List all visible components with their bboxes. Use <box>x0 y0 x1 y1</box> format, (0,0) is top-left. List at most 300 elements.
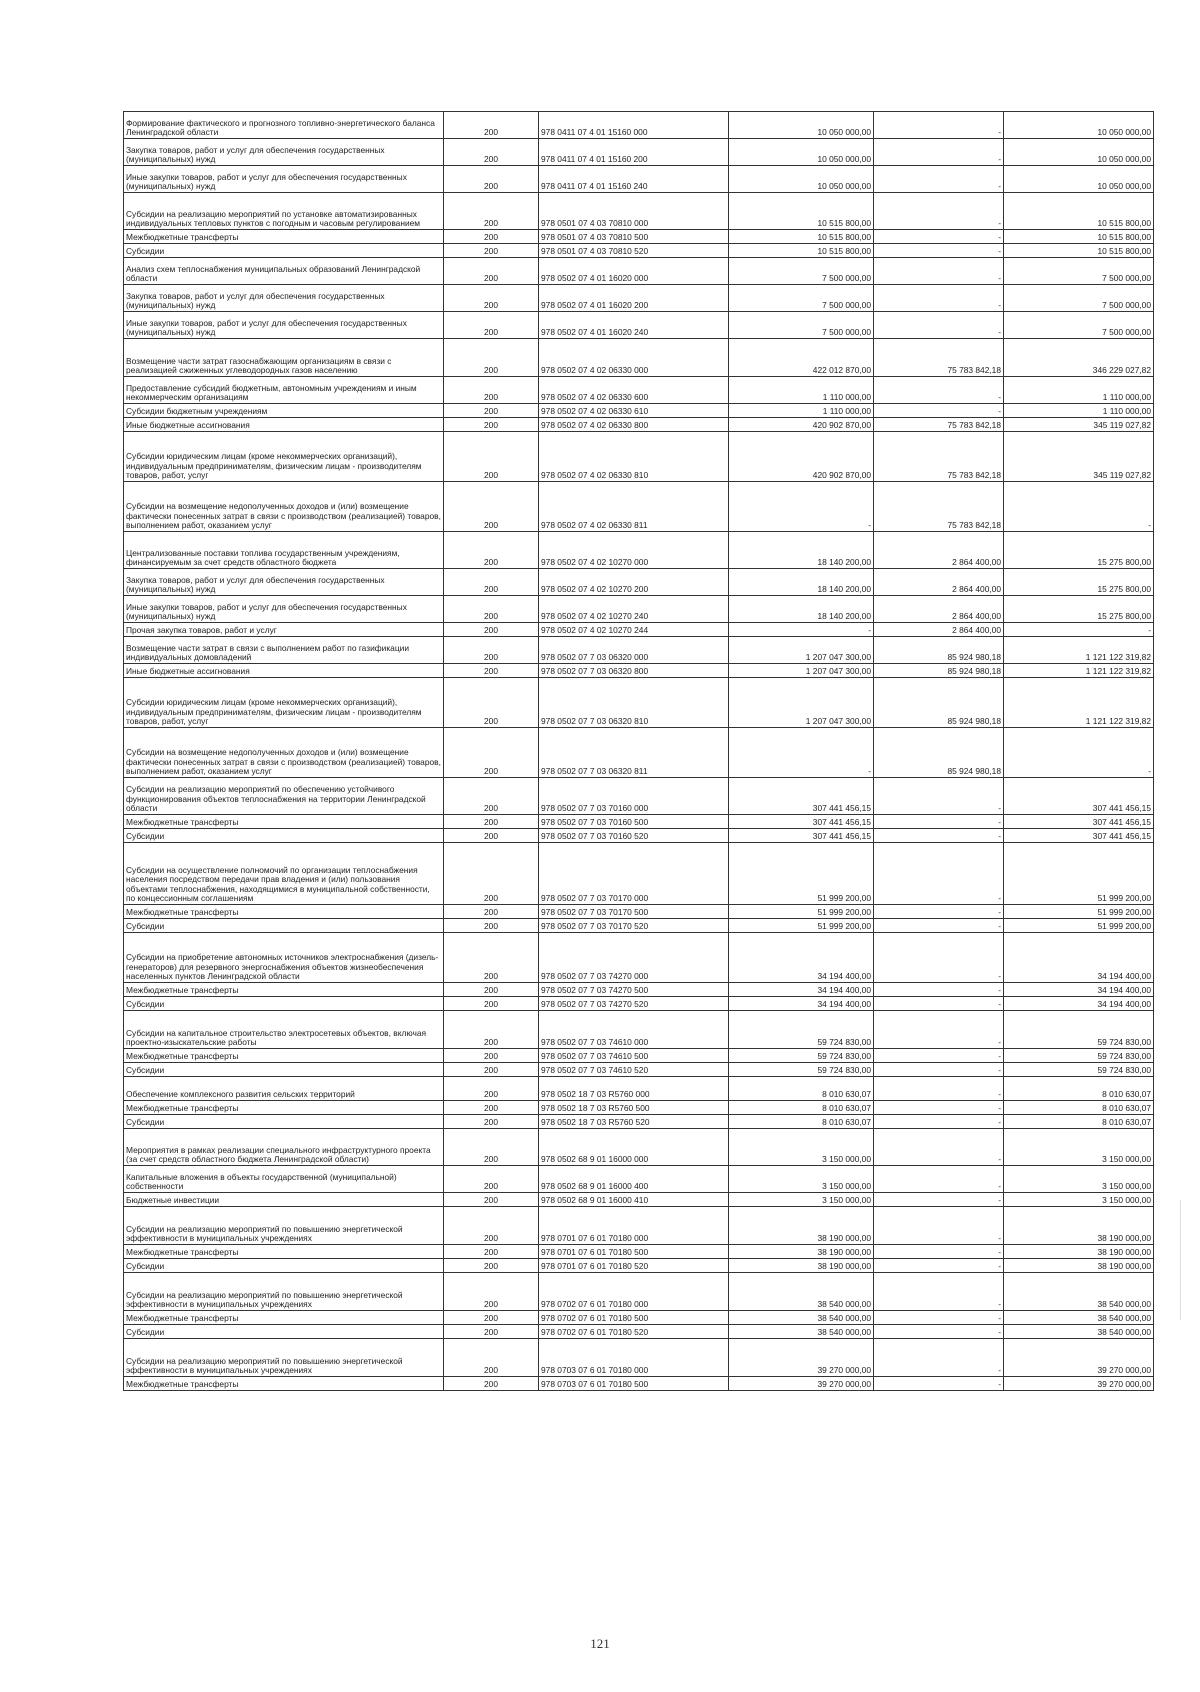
table-row <box>124 193 1154 230</box>
amount-change: - <box>874 829 1004 843</box>
admin-code: 200 <box>444 1311 539 1325</box>
amount-total: 34 194 400,00 <box>1004 933 1154 983</box>
classification-code: 978 0502 07 7 03 70160 000 <box>539 778 729 815</box>
amount-change: - <box>874 1049 1004 1063</box>
classification-code: 978 0703 07 6 01 70180 000 <box>539 1339 729 1377</box>
amount-change: 75 783 842,18 <box>874 432 1004 482</box>
expense-name: Иные закупки товаров, работ и услуг для обеспечения государственных (муниципальных) нужд <box>124 596 444 623</box>
table-row <box>124 230 1154 244</box>
admin-code: 200 <box>444 139 539 166</box>
amount-change: - <box>874 1129 1004 1166</box>
amount-approved: 10 050 000,00 <box>729 112 874 139</box>
expense-name: Бюджетные инвестиции <box>124 1193 444 1207</box>
table-row <box>124 983 1154 997</box>
table-row <box>124 1129 1154 1166</box>
amount-total: 38 190 000,00 <box>1004 1245 1154 1259</box>
classification-code: 978 0502 07 4 02 06330 800 <box>539 418 729 432</box>
admin-code: 200 <box>444 1063 539 1077</box>
classification-code: 978 0502 07 7 03 70160 500 <box>539 815 729 829</box>
classification-code: 978 0502 07 7 03 74610 000 <box>539 1011 729 1049</box>
amount-total: 38 190 000,00 <box>1004 1259 1154 1273</box>
amount-change: 85 924 980,18 <box>874 678 1004 728</box>
amount-change: - <box>874 933 1004 983</box>
table-row <box>124 1311 1154 1325</box>
amount-total: 7 500 000,00 <box>1004 285 1154 312</box>
amount-change: - <box>874 139 1004 166</box>
expense-name: Субсидии на приобретение автономных источников электроснабжения (дизель-генераторов) для резервного энергоснабжения объектов жизнеобеспечения населенных пунктов Ленинградской области <box>124 933 444 983</box>
amount-change: - <box>874 404 1004 418</box>
amount-approved: 420 902 870,00 <box>729 418 874 432</box>
amount-total: 10 515 800,00 <box>1004 193 1154 230</box>
admin-code: 200 <box>444 312 539 339</box>
table-row <box>124 815 1154 829</box>
amount-total: 10 050 000,00 <box>1004 166 1154 193</box>
amount-approved: 1 207 047 300,00 <box>729 637 874 664</box>
expense-name: Межбюджетные трансферты <box>124 1311 444 1325</box>
classification-code: 978 0502 07 4 02 06330 610 <box>539 404 729 418</box>
admin-code: 200 <box>444 404 539 418</box>
expense-name: Межбюджетные трансферты <box>124 230 444 244</box>
amount-approved: 10 515 800,00 <box>729 244 874 258</box>
classification-code: 978 0411 07 4 01 15160 240 <box>539 166 729 193</box>
expense-name: Субсидии на возмещение недополученных доходов и (или) возмещение фактически понесенных затрат в связи с производством (реализацией) товаров, выполнением работ, оказанием услуг <box>124 728 444 778</box>
classification-code: 978 0502 07 7 03 70170 500 <box>539 905 729 919</box>
expense-name: Межбюджетные трансферты <box>124 1377 444 1391</box>
amount-change: - <box>874 997 1004 1011</box>
amount-change: 2 864 400,00 <box>874 569 1004 596</box>
table-row <box>124 664 1154 678</box>
amount-change: - <box>874 1259 1004 1273</box>
admin-code: 200 <box>444 1011 539 1049</box>
table-row <box>124 339 1154 377</box>
amount-approved: 34 194 400,00 <box>729 983 874 997</box>
classification-code: 978 0502 07 7 03 70160 520 <box>539 829 729 843</box>
expense-name: Централизованные поставки топлива государственным учреждениям, финансируемым за счет средств областного бюджета <box>124 532 444 569</box>
admin-code: 200 <box>444 244 539 258</box>
expense-name: Субсидии <box>124 997 444 1011</box>
amount-total: 38 540 000,00 <box>1004 1273 1154 1311</box>
table-row <box>124 919 1154 933</box>
amount-change: - <box>874 193 1004 230</box>
expense-name: Субсидии на реализацию мероприятий по установке автоматизированных индивидуальных тепловых пунктов с погодным и часовым регулированием <box>124 193 444 230</box>
amount-change: - <box>874 312 1004 339</box>
amount-change: - <box>874 843 1004 905</box>
amount-total: - <box>1004 482 1154 532</box>
amount-approved: 38 190 000,00 <box>729 1245 874 1259</box>
amount-change: 75 783 842,18 <box>874 418 1004 432</box>
expense-name: Межбюджетные трансферты <box>124 983 444 997</box>
amount-approved: 34 194 400,00 <box>729 997 874 1011</box>
amount-approved: 3 150 000,00 <box>729 1166 874 1193</box>
admin-code: 200 <box>444 623 539 637</box>
budget-sheet <box>123 111 1154 1391</box>
classification-code: 978 0502 68 9 01 16000 400 <box>539 1166 729 1193</box>
admin-code: 200 <box>444 339 539 377</box>
expense-name: Иные закупки товаров, работ и услуг для обеспечения государственных (муниципальных) нужд <box>124 312 444 339</box>
amount-change: - <box>874 244 1004 258</box>
amount-total: 3 150 000,00 <box>1004 1166 1154 1193</box>
expense-name: Иные закупки товаров, работ и услуг для обеспечения государственных (муниципальных) нужд <box>124 166 444 193</box>
classification-code: 978 0502 07 7 03 74270 520 <box>539 997 729 1011</box>
amount-change: - <box>874 377 1004 404</box>
table-row <box>124 1377 1154 1391</box>
expense-name: Иные бюджетные ассигнования <box>124 418 444 432</box>
expense-name: Субсидии <box>124 829 444 843</box>
admin-code: 200 <box>444 678 539 728</box>
admin-code: 200 <box>444 569 539 596</box>
admin-code: 200 <box>444 1207 539 1245</box>
amount-change: 85 924 980,18 <box>874 728 1004 778</box>
classification-code: 978 0702 07 6 01 70180 500 <box>539 1311 729 1325</box>
admin-code: 200 <box>444 1193 539 1207</box>
admin-code: 200 <box>444 1129 539 1166</box>
amount-approved: 7 500 000,00 <box>729 312 874 339</box>
table-row <box>124 905 1154 919</box>
amount-approved: 51 999 200,00 <box>729 843 874 905</box>
amount-approved: 1 110 000,00 <box>729 404 874 418</box>
table-row <box>124 1011 1154 1049</box>
amount-change: - <box>874 1011 1004 1049</box>
amount-total: 34 194 400,00 <box>1004 997 1154 1011</box>
expense-name: Субсидии <box>124 1115 444 1129</box>
amount-total: 15 275 800,00 <box>1004 596 1154 623</box>
table-row <box>124 596 1154 623</box>
classification-code: 978 0703 07 6 01 70180 500 <box>539 1377 729 1391</box>
amount-total: 51 999 200,00 <box>1004 843 1154 905</box>
amount-approved: 3 150 000,00 <box>729 1129 874 1166</box>
admin-code: 200 <box>444 596 539 623</box>
expense-name: Иные бюджетные ассигнования <box>124 664 444 678</box>
amount-approved: 39 270 000,00 <box>729 1339 874 1377</box>
classification-code: 978 0502 18 7 03 R5760 520 <box>539 1115 729 1129</box>
admin-code: 200 <box>444 1259 539 1273</box>
classification-code: 978 0502 07 4 02 06330 811 <box>539 482 729 532</box>
amount-total: 38 540 000,00 <box>1004 1311 1154 1325</box>
table-row <box>124 728 1154 778</box>
amount-approved: 59 724 830,00 <box>729 1063 874 1077</box>
table-row <box>124 678 1154 728</box>
amount-total: - <box>1004 728 1154 778</box>
amount-total: 1 110 000,00 <box>1004 404 1154 418</box>
amount-total: 38 540 000,00 <box>1004 1325 1154 1339</box>
amount-change: - <box>874 905 1004 919</box>
amount-total: 1 110 000,00 <box>1004 377 1154 404</box>
table-row <box>124 1273 1154 1311</box>
table-row <box>124 1259 1154 1273</box>
expense-name: Межбюджетные трансферты <box>124 905 444 919</box>
table-row <box>124 1115 1154 1129</box>
amount-total: 15 275 800,00 <box>1004 532 1154 569</box>
admin-code: 200 <box>444 829 539 843</box>
amount-approved: 7 500 000,00 <box>729 285 874 312</box>
amount-change: 75 783 842,18 <box>874 482 1004 532</box>
amount-change: 75 783 842,18 <box>874 339 1004 377</box>
amount-change: - <box>874 258 1004 285</box>
table-row <box>124 997 1154 1011</box>
amount-approved: 1 110 000,00 <box>729 377 874 404</box>
amount-change: - <box>874 1325 1004 1339</box>
amount-approved: 39 270 000,00 <box>729 1377 874 1391</box>
amount-total: - <box>1004 623 1154 637</box>
amount-approved: 18 140 200,00 <box>729 532 874 569</box>
page-number: 121 <box>590 1636 610 1651</box>
expense-name: Закупка товаров, работ и услуг для обеспечения государственных (муниципальных) нужд <box>124 569 444 596</box>
amount-total: 3 150 000,00 <box>1004 1193 1154 1207</box>
amount-approved: 8 010 630,07 <box>729 1115 874 1129</box>
classification-code: 978 0502 07 4 02 10270 240 <box>539 596 729 623</box>
classification-code: 978 0702 07 6 01 70180 000 <box>539 1273 729 1311</box>
admin-code: 200 <box>444 532 539 569</box>
amount-total: 59 724 830,00 <box>1004 1011 1154 1049</box>
amount-change: - <box>874 1377 1004 1391</box>
amount-approved: 8 010 630,07 <box>729 1101 874 1115</box>
expense-name: Субсидии юридическим лицам (кроме некоммерческих организаций), индивидуальным предпринимателям, физическим лицам - производителям товаров, работ, услуг <box>124 432 444 482</box>
table-row <box>124 1101 1154 1115</box>
expense-name: Формирование фактического и прогнозного топливно-энергетического баланса Ленинградской области <box>124 112 444 139</box>
amount-approved: 59 724 830,00 <box>729 1049 874 1063</box>
amount-approved: 10 515 800,00 <box>729 230 874 244</box>
classification-code: 978 0502 07 4 02 06330 600 <box>539 377 729 404</box>
amount-total: 8 010 630,07 <box>1004 1115 1154 1129</box>
admin-code: 200 <box>444 377 539 404</box>
expense-name: Субсидии <box>124 1259 444 1273</box>
expense-name: Межбюджетные трансферты <box>124 1101 444 1115</box>
classification-code: 978 0502 07 7 03 74270 500 <box>539 983 729 997</box>
table-row <box>124 1049 1154 1063</box>
classification-code: 978 0701 07 6 01 70180 520 <box>539 1259 729 1273</box>
amount-change: - <box>874 778 1004 815</box>
amount-change: - <box>874 285 1004 312</box>
classification-code: 978 0502 07 7 03 70170 520 <box>539 919 729 933</box>
expense-name: Субсидии на реализацию мероприятий по обеспечению устойчивого функционирования объектов теплоснабжения на территории Ленинградской области <box>124 778 444 815</box>
amount-total: 10 050 000,00 <box>1004 112 1154 139</box>
amount-total: 39 270 000,00 <box>1004 1377 1154 1391</box>
amount-total: 10 515 800,00 <box>1004 230 1154 244</box>
expense-name: Субсидии на осуществление полномочий по организации теплоснабжения населения посредством передачи прав владения и (или) пользования объектами теплоснабжения, находящимися в муниципальной собственности, по концессионным соглашениям <box>124 843 444 905</box>
amount-change: - <box>874 1339 1004 1377</box>
amount-change: 2 864 400,00 <box>874 596 1004 623</box>
classification-code: 978 0502 68 9 01 16000 000 <box>539 1129 729 1166</box>
table-row <box>124 933 1154 983</box>
budget-table-body <box>124 112 1154 1391</box>
classification-code: 978 0502 07 4 02 10270 244 <box>539 623 729 637</box>
admin-code: 200 <box>444 285 539 312</box>
amount-total: 3 150 000,00 <box>1004 1129 1154 1166</box>
classification-code: 978 0501 07 4 03 70810 500 <box>539 230 729 244</box>
amount-change: - <box>874 1207 1004 1245</box>
table-row <box>124 139 1154 166</box>
amount-change: - <box>874 230 1004 244</box>
admin-code: 200 <box>444 997 539 1011</box>
amount-approved: - <box>729 623 874 637</box>
classification-code: 978 0411 07 4 01 15160 200 <box>539 139 729 166</box>
classification-code: 978 0502 07 7 03 06320 800 <box>539 664 729 678</box>
amount-total: 8 010 630,07 <box>1004 1101 1154 1115</box>
classification-code: 978 0701 07 6 01 70180 500 <box>539 1245 729 1259</box>
table-row <box>124 1339 1154 1377</box>
admin-code: 200 <box>444 815 539 829</box>
amount-total: 346 229 027,82 <box>1004 339 1154 377</box>
amount-change: - <box>874 983 1004 997</box>
amount-approved: 307 441 456,15 <box>729 778 874 815</box>
amount-total: 307 441 456,15 <box>1004 815 1154 829</box>
admin-code: 200 <box>444 905 539 919</box>
expense-name: Субсидии на реализацию мероприятий по повышению энергетической эффективности в муниципальных учреждениях <box>124 1207 444 1245</box>
table-row <box>124 1063 1154 1077</box>
expense-name: Субсидии <box>124 244 444 258</box>
table-row <box>124 829 1154 843</box>
classification-code: 978 0502 07 4 02 06330 000 <box>539 339 729 377</box>
admin-code: 200 <box>444 1377 539 1391</box>
admin-code: 200 <box>444 432 539 482</box>
expense-name: Субсидии юридическим лицам (кроме некоммерческих организаций), индивидуальным предпринимателям, физическим лицам - производителям товаров, работ, услуг <box>124 678 444 728</box>
amount-approved: 51 999 200,00 <box>729 905 874 919</box>
table-row <box>124 312 1154 339</box>
amount-total: 7 500 000,00 <box>1004 258 1154 285</box>
classification-code: 978 0502 07 4 02 06330 810 <box>539 432 729 482</box>
admin-code: 200 <box>444 1115 539 1129</box>
amount-approved: 7 500 000,00 <box>729 258 874 285</box>
table-row <box>124 1166 1154 1193</box>
amount-change: - <box>874 1101 1004 1115</box>
amount-total: 1 121 122 319,82 <box>1004 637 1154 664</box>
amount-approved: 8 010 630,07 <box>729 1077 874 1101</box>
expense-name: Субсидии на капитальное строительство электросетевых объектов, включая проектно-изыскательские работы <box>124 1011 444 1049</box>
table-row <box>124 569 1154 596</box>
classification-code: 978 0502 07 4 02 10270 000 <box>539 532 729 569</box>
admin-code: 200 <box>444 919 539 933</box>
admin-code: 200 <box>444 778 539 815</box>
expense-name: Обеспечение комплексного развития сельских территорий <box>124 1077 444 1101</box>
table-row <box>124 244 1154 258</box>
expense-name: Анализ схем теплоснабжения муниципальных образований Ленинградской области <box>124 258 444 285</box>
admin-code: 200 <box>444 1101 539 1115</box>
amount-change: 2 864 400,00 <box>874 532 1004 569</box>
admin-code: 200 <box>444 1325 539 1339</box>
table-row <box>124 1325 1154 1339</box>
table-row <box>124 377 1154 404</box>
classification-code: 978 0702 07 6 01 70180 520 <box>539 1325 729 1339</box>
amount-change: 85 924 980,18 <box>874 637 1004 664</box>
table-row <box>124 482 1154 532</box>
amount-approved: 38 540 000,00 <box>729 1325 874 1339</box>
amount-total: 38 190 000,00 <box>1004 1207 1154 1245</box>
classification-code: 978 0502 07 4 02 10270 200 <box>539 569 729 596</box>
amount-approved: 10 050 000,00 <box>729 166 874 193</box>
admin-code: 200 <box>444 664 539 678</box>
expense-name: Закупка товаров, работ и услуг для обеспечения государственных (муниципальных) нужд <box>124 139 444 166</box>
expense-name: Предоставление субсидий бюджетным, автономным учреждениям и иным некоммерческим организациям <box>124 377 444 404</box>
admin-code: 200 <box>444 1077 539 1101</box>
admin-code: 200 <box>444 637 539 664</box>
expense-name: Межбюджетные трансферты <box>124 1245 444 1259</box>
expense-name: Закупка товаров, работ и услуг для обеспечения государственных (муниципальных) нужд <box>124 285 444 312</box>
amount-approved: 18 140 200,00 <box>729 569 874 596</box>
expense-name: Субсидии бюджетным учреждениям <box>124 404 444 418</box>
table-row <box>124 637 1154 664</box>
table-row <box>124 1193 1154 1207</box>
table-row <box>124 285 1154 312</box>
table-row <box>124 112 1154 139</box>
admin-code: 200 <box>444 1049 539 1063</box>
expense-name: Прочая закупка товаров, работ и услуг <box>124 623 444 637</box>
classification-code: 978 0502 18 7 03 R5760 000 <box>539 1077 729 1101</box>
amount-change: - <box>874 166 1004 193</box>
expense-name: Возмещение части затрат в связи с выполнением работ по газификации индивидуальных домовладений <box>124 637 444 664</box>
amount-total: 51 999 200,00 <box>1004 919 1154 933</box>
expense-name: Субсидии на реализацию мероприятий по повышению энергетической эффективности в муниципальных учреждениях <box>124 1273 444 1311</box>
amount-total: 307 441 456,15 <box>1004 829 1154 843</box>
classification-code: 978 0502 07 7 03 74610 520 <box>539 1063 729 1077</box>
admin-code: 200 <box>444 983 539 997</box>
amount-change: - <box>874 1273 1004 1311</box>
admin-code: 200 <box>444 166 539 193</box>
amount-total: 39 270 000,00 <box>1004 1339 1154 1377</box>
classification-code: 978 0502 07 7 03 74270 000 <box>539 933 729 983</box>
classification-code: 978 0502 68 9 01 16000 410 <box>539 1193 729 1207</box>
amount-change: - <box>874 1077 1004 1101</box>
amount-approved: 307 441 456,15 <box>729 829 874 843</box>
amount-change: - <box>874 919 1004 933</box>
amount-approved: 422 012 870,00 <box>729 339 874 377</box>
expense-name: Субсидии <box>124 1325 444 1339</box>
amount-approved: 38 190 000,00 <box>729 1259 874 1273</box>
amount-change: - <box>874 1063 1004 1077</box>
amount-approved: 18 140 200,00 <box>729 596 874 623</box>
admin-code: 200 <box>444 1273 539 1311</box>
classification-code: 978 0502 07 7 03 06320 000 <box>539 637 729 664</box>
admin-code: 200 <box>444 482 539 532</box>
amount-total: 1 121 122 319,82 <box>1004 664 1154 678</box>
table-row <box>124 166 1154 193</box>
amount-change: 2 864 400,00 <box>874 623 1004 637</box>
amount-change: - <box>874 1166 1004 1193</box>
expense-name: Субсидии на возмещение недополученных доходов и (или) возмещение фактически понесенных затрат в связи с производством (реализацией) товаров, выполнением работ, оказанием услуг <box>124 482 444 532</box>
expense-name: Капитальные вложения в объекты государственной (муниципальной) собственности <box>124 1166 444 1193</box>
table-row <box>124 623 1154 637</box>
amount-change: - <box>874 1311 1004 1325</box>
amount-change: - <box>874 1115 1004 1129</box>
expense-name: Субсидии <box>124 919 444 933</box>
admin-code: 200 <box>444 728 539 778</box>
classification-code: 978 0502 18 7 03 R5760 500 <box>539 1101 729 1115</box>
scan-edge-mark <box>1180 1200 1181 1320</box>
amount-approved: 59 724 830,00 <box>729 1011 874 1049</box>
expense-name: Субсидии <box>124 1063 444 1077</box>
amount-approved: 38 540 000,00 <box>729 1273 874 1311</box>
amount-total: 7 500 000,00 <box>1004 312 1154 339</box>
table-row <box>124 1077 1154 1101</box>
expense-name: Субсидии на реализацию мероприятий по повышению энергетической эффективности в муниципальных учреждениях <box>124 1339 444 1377</box>
amount-change: - <box>874 1193 1004 1207</box>
table-row <box>124 418 1154 432</box>
admin-code: 200 <box>444 1339 539 1377</box>
budget-table <box>123 111 1154 1391</box>
amount-approved: 420 902 870,00 <box>729 432 874 482</box>
classification-code: 978 0502 07 4 01 16020 000 <box>539 258 729 285</box>
amount-approved: 1 207 047 300,00 <box>729 678 874 728</box>
table-row <box>124 432 1154 482</box>
classification-code: 978 0701 07 6 01 70180 000 <box>539 1207 729 1245</box>
admin-code: 200 <box>444 112 539 139</box>
amount-total: 345 119 027,82 <box>1004 418 1154 432</box>
amount-approved: 3 150 000,00 <box>729 1193 874 1207</box>
expense-name: Мероприятия в рамках реализации специального инфраструктурного проекта (за счет средств областного бюджета Ленинградской области) <box>124 1129 444 1166</box>
amount-approved: 51 999 200,00 <box>729 919 874 933</box>
amount-total: 15 275 800,00 <box>1004 569 1154 596</box>
amount-approved: 10 515 800,00 <box>729 193 874 230</box>
classification-code: 978 0502 07 4 01 16020 200 <box>539 285 729 312</box>
